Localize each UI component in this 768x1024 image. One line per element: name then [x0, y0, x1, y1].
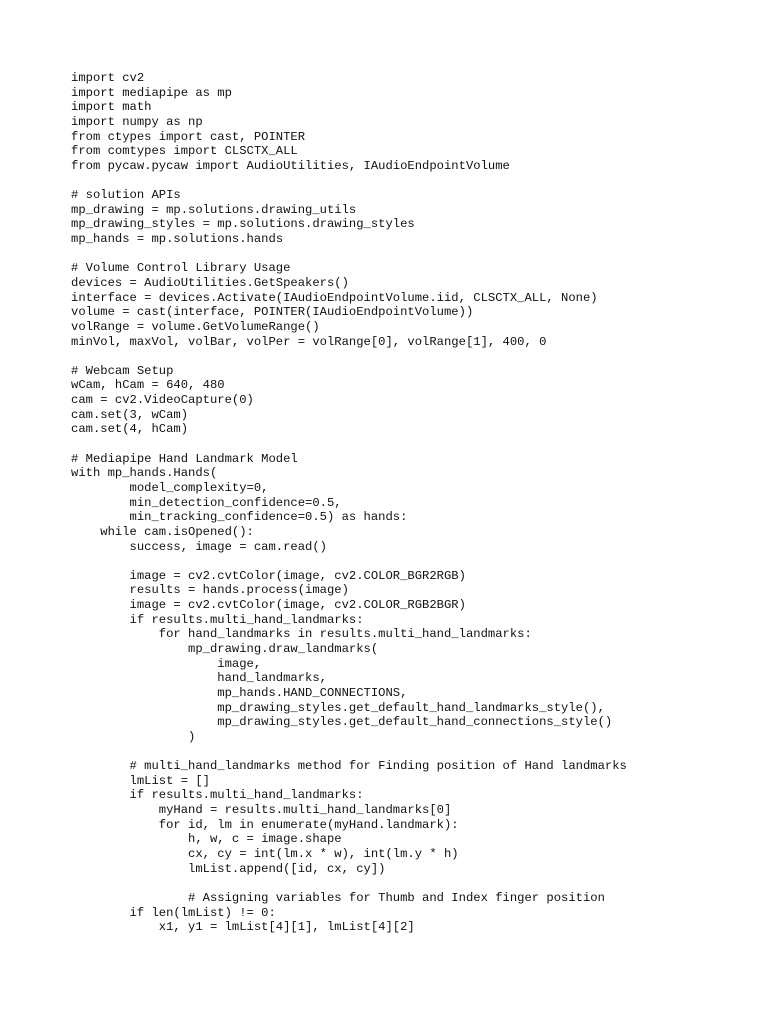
code-line: mp_hands = mp.solutions.hands	[71, 232, 284, 247]
code-line: if len(lmList) != 0:	[71, 905, 276, 920]
code-line: mp_drawing_styles = mp.solutions.drawing_styles	[71, 217, 415, 232]
code-line: min_detection_confidence=0.5,	[71, 495, 342, 510]
code-line: success, image = cam.read()	[71, 539, 327, 554]
code-line: for id, lm in enumerate(myHand.landmark):	[71, 817, 459, 832]
code-line: myHand = results.multi_hand_landmarks[0]	[71, 803, 452, 818]
code-line: wCam, hCam = 640, 480	[71, 378, 225, 393]
code-line: mp_drawing_styles.get_default_hand_connections_style()	[71, 715, 613, 730]
code-line: model_complexity=0,	[71, 480, 269, 495]
code-line: # multi_hand_landmarks method for Finding position of Hand landmarks	[71, 759, 627, 774]
code-line: import numpy as np	[71, 114, 203, 129]
code-line: from ctypes import cast, POINTER	[71, 129, 306, 144]
code-line: while cam.isOpened():	[71, 524, 254, 539]
code-line: # Webcam Setup	[71, 363, 174, 378]
code-line: cam = cv2.VideoCapture(0)	[71, 393, 254, 408]
code-line: mp_hands.HAND_CONNECTIONS,	[71, 685, 408, 700]
code-line: image,	[71, 656, 262, 671]
code-line: lmList = []	[71, 773, 210, 788]
code-line: # Volume Control Library Usage	[71, 261, 291, 276]
code-line	[71, 173, 627, 188]
code-line: x1, y1 = lmList[4][1], lmList[4][2]	[71, 920, 415, 935]
code-line: lmList.append([id, cx, cy])	[71, 861, 386, 876]
code-line: # solution APIs	[71, 188, 181, 203]
code-line: if results.multi_hand_landmarks:	[71, 788, 364, 803]
code-line: for hand_landmarks in results.multi_hand_landmarks:	[71, 627, 532, 642]
code-line: )	[71, 729, 196, 744]
code-line	[71, 349, 627, 364]
code-line: volume = cast(interface, POINTER(IAudioEndpointVolume))	[71, 305, 474, 320]
code-line: mp_drawing.draw_landmarks(	[71, 641, 379, 656]
code-line: results = hands.process(image)	[71, 583, 349, 598]
code-line: image = cv2.cvtColor(image, cv2.COLOR_BGR2RGB)	[71, 568, 466, 583]
code-line: h, w, c = image.shape	[71, 832, 342, 847]
code-line: image = cv2.cvtColor(image, cv2.COLOR_RGB2BGR)	[71, 598, 466, 613]
code-line: # Mediapipe Hand Landmark Model	[71, 451, 298, 466]
code-line: devices = AudioUtilities.GetSpeakers()	[71, 275, 349, 290]
code-line	[71, 437, 627, 452]
code-line: min_tracking_confidence=0.5) as hands:	[71, 510, 408, 525]
code-block	[71, 71, 627, 935]
code-line: mp_drawing_styles.get_default_hand_landmarks_style(),	[71, 700, 605, 715]
code-line: mp_drawing = mp.solutions.drawing_utils	[71, 202, 357, 217]
code-line: import math	[71, 100, 152, 115]
code-line	[71, 876, 627, 891]
code-line: cam.set(3, wCam)	[71, 407, 189, 422]
code-line: from comtypes import CLSCTX_ALL	[71, 144, 298, 159]
code-line: hand_landmarks,	[71, 671, 327, 686]
code-line: import cv2	[71, 71, 145, 85]
code-line: # Assigning variables for Thumb and Index finger position	[71, 890, 605, 905]
code-line: if results.multi_hand_landmarks:	[71, 612, 364, 627]
code-line: minVol, maxVol, volBar, volPer = volRange[0], volRange[1], 400, 0	[71, 334, 547, 349]
code-line	[71, 554, 627, 569]
code-line: cx, cy = int(lm.x * w), int(lm.y * h)	[71, 846, 459, 861]
code-line: cam.set(4, hCam)	[71, 422, 189, 437]
code-line: volRange = volume.GetVolumeRange()	[71, 319, 320, 334]
code-line: import mediapipe as mp	[71, 85, 232, 100]
code-line: interface = devices.Activate(IAudioEndpointVolume.iid, CLSCTX_ALL, None)	[71, 290, 598, 305]
code-line	[71, 247, 627, 262]
code-line: with mp_hands.Hands(	[71, 466, 218, 481]
code-line: from pycaw.pycaw import AudioUtilities, IAudioEndpointVolume	[71, 158, 510, 173]
code-line	[71, 744, 627, 759]
